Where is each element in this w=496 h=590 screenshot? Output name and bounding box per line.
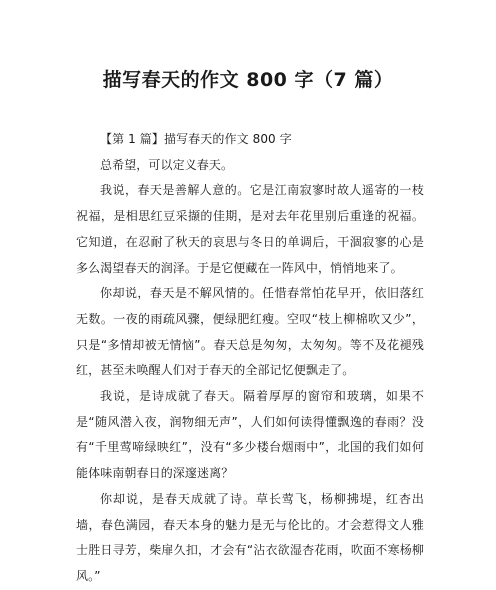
- article-body: [76, 127, 424, 590]
- paragraph: 我说，是诗成就了春天。隔着厚厚的窗帘和玻璃，如果不是“随风潜入夜，润物细无声”，人们如何读得懂飘逸的春雨？没有“千里莺啼绿映红”，没有“多少楼台烟雨中”，北国的我们如何能体味南朝春日的深邃迷离？: [76, 389, 424, 481]
- paragraph: 你却说，春天是不解风情的。任惜春常怕花早开，依旧落红无数。一夜的雨疏风骤，便绿肥红瘦。空叹“枝上柳棉吹又少”，只是“多情却被无情恼”。春天总是匆匆，太匆匆。等不及花褪残红，甚至未唤醒人们对于春天的全部记忆便飘走了。: [76, 286, 424, 378]
- document-title: 描写春天的作文 800 字（7 篇）: [102, 69, 394, 91]
- section-heading: 【第 1 篇】描写春天的作文 800 字: [100, 132, 292, 146]
- paragraph: 总希望，可以定义春天。: [100, 157, 234, 172]
- paragraph: 你却说，是春天成就了诗。草长莺飞，杨柳拂堤，红杏出墙，春色满园，春天本身的魅力是无与伦比的。才会惹得文人雅士胜日寻芳，柴扉久扣，才会有“沾衣欲湿杏花雨，吹面不寒杨柳风。”: [76, 491, 424, 583]
- paragraph: 我说，春天是善解人意的。它是江南寂寥时故人遥寄的一枝祝福，是相思红豆采撷的佳期，是对去年花里别后重逢的祝福。它知道，在忍耐了秋天的哀思与冬日的单调后，干涸寂寥的心是多么渴望春天的润泽。于是它便藏在一阵风中，悄悄地来了。: [76, 183, 424, 275]
